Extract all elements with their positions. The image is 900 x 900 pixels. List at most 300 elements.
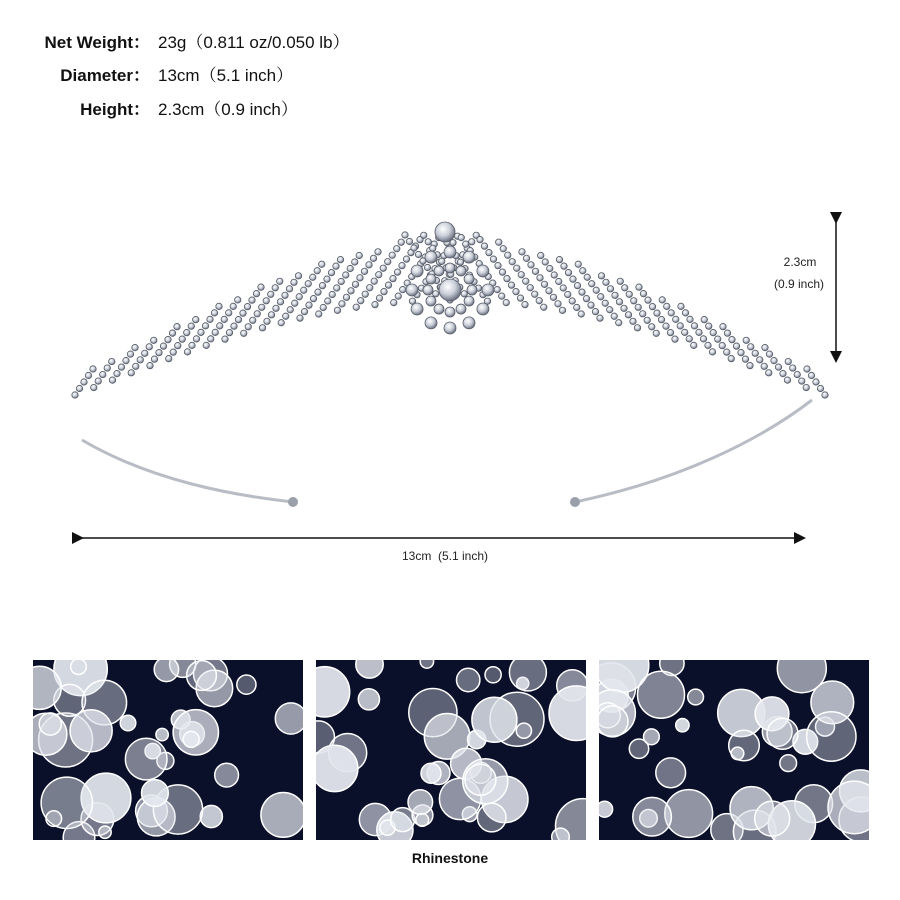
rhinestone bbox=[203, 342, 209, 348]
height-cm-label: 2.3cm bbox=[783, 255, 817, 269]
rhinestone bbox=[240, 310, 246, 316]
rhinestone bbox=[100, 371, 106, 377]
rhinestone bbox=[743, 337, 749, 343]
rhinestone bbox=[720, 323, 726, 329]
detail-photo-right bbox=[599, 660, 869, 840]
rhinestone bbox=[682, 329, 688, 335]
rhinestone bbox=[464, 274, 474, 284]
rhinestone bbox=[592, 308, 598, 314]
rhinestone bbox=[469, 239, 475, 245]
rhinestone bbox=[154, 660, 178, 682]
rhinestone bbox=[328, 269, 334, 275]
rhinestone bbox=[120, 715, 136, 731]
rhinestone bbox=[477, 303, 489, 315]
rhinestone bbox=[565, 269, 571, 275]
rhinestone bbox=[588, 302, 594, 308]
rhinestone bbox=[485, 667, 501, 683]
rhinestone bbox=[353, 304, 359, 310]
rhinestone bbox=[541, 304, 547, 310]
rhinestone bbox=[589, 281, 595, 287]
rhinestone bbox=[71, 660, 87, 675]
rhinestone bbox=[282, 292, 288, 298]
rhinestone bbox=[367, 285, 373, 291]
rhinestone bbox=[556, 256, 562, 262]
rhinestone bbox=[464, 296, 474, 306]
rhinestone bbox=[523, 278, 529, 284]
rhinestone bbox=[813, 379, 819, 385]
rhinestone bbox=[275, 703, 303, 734]
rhinestone bbox=[425, 239, 431, 245]
rhinestone bbox=[663, 323, 669, 329]
rhinestone bbox=[343, 272, 349, 278]
rhinestone bbox=[175, 342, 181, 348]
rhinestone bbox=[295, 273, 301, 279]
rhinestone bbox=[208, 336, 214, 342]
rhinestone bbox=[640, 290, 646, 296]
rhinestone bbox=[799, 378, 805, 384]
rhinestone bbox=[444, 322, 456, 334]
rhinestone bbox=[556, 278, 562, 284]
rhinestone-closeup bbox=[599, 660, 869, 840]
rhinestone bbox=[376, 272, 382, 278]
rhinestone bbox=[803, 384, 809, 390]
rhinestone bbox=[277, 278, 283, 284]
rhinestone bbox=[603, 279, 609, 285]
rhinestone bbox=[254, 311, 260, 317]
rhinestone bbox=[142, 350, 148, 356]
rhinestone bbox=[287, 307, 293, 313]
rhinestone bbox=[198, 329, 204, 335]
rhinestone bbox=[617, 278, 623, 284]
rhinestone bbox=[542, 259, 548, 265]
rhinestone bbox=[244, 303, 250, 309]
rhinestone bbox=[503, 299, 509, 305]
rhinestone bbox=[626, 291, 632, 297]
rhinestone bbox=[146, 344, 152, 350]
rhinestone bbox=[337, 256, 343, 262]
rhinestone bbox=[435, 222, 455, 242]
rhinestone bbox=[499, 293, 505, 299]
width-label: 13cm (5.1 inch) bbox=[401, 549, 489, 563]
rhinestone bbox=[780, 755, 797, 772]
rhinestone bbox=[611, 313, 617, 319]
rhinestone bbox=[509, 259, 515, 265]
rhinestone bbox=[207, 316, 213, 322]
rhinestone bbox=[653, 330, 659, 336]
band-wire-left bbox=[82, 440, 293, 502]
rhinestone bbox=[434, 266, 444, 276]
rhinestone bbox=[245, 324, 251, 330]
rhinestone bbox=[494, 286, 500, 292]
rhinestone bbox=[222, 336, 228, 342]
rhinestone bbox=[380, 265, 386, 271]
rhinestone bbox=[142, 780, 169, 807]
rhinestone bbox=[217, 323, 223, 329]
rhinestone bbox=[348, 288, 354, 294]
rhinestone bbox=[200, 805, 222, 827]
rhinestone bbox=[677, 323, 683, 329]
rhinestone bbox=[645, 297, 651, 303]
rhinestone bbox=[334, 285, 340, 291]
rhinestone bbox=[635, 304, 641, 310]
rhinestone bbox=[147, 362, 153, 368]
rhinestone bbox=[425, 251, 437, 263]
rhinestone bbox=[747, 362, 753, 368]
rhinestone bbox=[187, 661, 217, 691]
rhinestone bbox=[358, 298, 364, 304]
rhinestone bbox=[261, 793, 303, 838]
rhinestone bbox=[688, 689, 704, 705]
rhinestone bbox=[514, 265, 520, 271]
rhinestone bbox=[687, 316, 693, 322]
rhinestone bbox=[659, 297, 665, 303]
rhinestone bbox=[649, 303, 655, 309]
rhinestone bbox=[211, 310, 217, 316]
rhinestone bbox=[486, 249, 492, 255]
rhinestone bbox=[522, 301, 528, 307]
rhinestone bbox=[109, 358, 115, 364]
rhinestone bbox=[767, 718, 798, 749]
rhinestone bbox=[151, 356, 157, 362]
band-tip-right bbox=[570, 497, 580, 507]
rhinestone bbox=[434, 304, 444, 314]
rhinestone bbox=[794, 371, 800, 377]
rhinestone bbox=[598, 294, 604, 300]
rhinestone bbox=[272, 285, 278, 291]
rhinestone bbox=[807, 712, 856, 761]
rhinestone bbox=[424, 264, 430, 270]
rhinestone bbox=[519, 249, 525, 255]
rhinestone bbox=[559, 307, 565, 313]
rhinestone bbox=[656, 758, 686, 788]
rhinestone bbox=[599, 801, 613, 817]
rhinestone-closeup bbox=[316, 660, 586, 840]
rhinestone bbox=[481, 243, 487, 249]
rhinestone bbox=[733, 343, 739, 349]
rhinestone bbox=[297, 315, 303, 321]
rhinestone bbox=[316, 745, 358, 791]
rhinestone bbox=[421, 232, 427, 238]
rhinestone bbox=[250, 317, 256, 323]
rhinestone bbox=[676, 719, 689, 732]
rhinestone bbox=[762, 344, 768, 350]
rhinestone bbox=[339, 301, 345, 307]
rhinestone bbox=[634, 325, 640, 331]
rhinestone bbox=[283, 313, 289, 319]
rhinestone bbox=[188, 323, 194, 329]
rhinestone bbox=[301, 287, 307, 293]
rhinestone bbox=[430, 245, 436, 251]
rhinestone bbox=[477, 803, 506, 832]
rhinestone bbox=[538, 252, 544, 258]
rhinestone bbox=[402, 232, 408, 238]
rhinestone bbox=[607, 286, 613, 292]
rhinestone bbox=[724, 330, 730, 336]
rhinestone bbox=[654, 310, 660, 316]
rhinestone bbox=[202, 323, 208, 329]
rhinestone bbox=[691, 323, 697, 329]
rhinestone bbox=[757, 357, 763, 363]
rhinestone bbox=[537, 275, 543, 281]
rhinestone bbox=[193, 316, 199, 322]
rhinestone bbox=[504, 275, 510, 281]
rhinestone bbox=[482, 284, 494, 296]
rhinestone bbox=[785, 358, 791, 364]
rhinestone bbox=[719, 342, 725, 348]
rhinestone bbox=[456, 304, 466, 314]
rhinestone bbox=[766, 351, 772, 357]
rhinestone bbox=[516, 723, 531, 738]
rhinestone bbox=[241, 330, 247, 336]
rhinestone bbox=[394, 269, 400, 275]
rhinestone bbox=[633, 797, 672, 836]
rhinestone bbox=[691, 342, 697, 348]
rhinestone bbox=[193, 336, 199, 342]
rhinestone bbox=[408, 790, 433, 815]
rhinestone bbox=[445, 263, 455, 273]
rhinestone bbox=[156, 728, 168, 740]
rhinestone bbox=[292, 300, 298, 306]
rhinestone bbox=[249, 297, 255, 303]
rhinestone bbox=[490, 256, 496, 262]
rhinestone bbox=[771, 357, 777, 363]
rhinestone bbox=[319, 261, 325, 267]
detail-caption: Rhinestone bbox=[411, 850, 489, 866]
rhinestone bbox=[263, 298, 269, 304]
rhinestone bbox=[495, 262, 501, 268]
rhinestone bbox=[394, 246, 400, 252]
rhinestone bbox=[128, 370, 134, 376]
rhinestone bbox=[268, 291, 274, 297]
rhinestone bbox=[551, 272, 557, 278]
rhinestone bbox=[461, 291, 467, 297]
rhinestone bbox=[395, 293, 401, 299]
rhinestone bbox=[406, 284, 418, 296]
rhinestone bbox=[319, 282, 325, 288]
rhinestone bbox=[527, 285, 533, 291]
rhinestone bbox=[320, 304, 326, 310]
rhinestone bbox=[706, 323, 712, 329]
rhinestone bbox=[602, 300, 608, 306]
rhinestone bbox=[665, 790, 713, 838]
rhinestone bbox=[715, 336, 721, 342]
rhinestone bbox=[165, 336, 171, 342]
rhinestone bbox=[621, 305, 627, 311]
rhinestone bbox=[546, 288, 552, 294]
rhinestone bbox=[316, 667, 350, 717]
rhinestone bbox=[541, 281, 547, 287]
rhinestone bbox=[724, 349, 730, 355]
rhinestone bbox=[316, 311, 322, 317]
rhinestone bbox=[361, 268, 367, 274]
rhinestone bbox=[264, 318, 270, 324]
rhinestone bbox=[166, 355, 172, 361]
rhinestone bbox=[310, 274, 316, 280]
rhinestone bbox=[523, 255, 529, 261]
rhinestone bbox=[658, 316, 664, 322]
rhinestone bbox=[560, 285, 566, 291]
rhinestone bbox=[499, 269, 505, 275]
rhinestone bbox=[822, 392, 828, 398]
rhinestone bbox=[622, 285, 628, 291]
rhinestone bbox=[127, 351, 133, 357]
rhinestone bbox=[667, 329, 673, 335]
rhinestone bbox=[362, 291, 368, 297]
rhinestone bbox=[400, 286, 406, 292]
rhinestone bbox=[315, 289, 321, 295]
rhinestone bbox=[728, 355, 734, 361]
rhinestone bbox=[39, 713, 61, 735]
rhinestone bbox=[465, 764, 496, 795]
rhinestone bbox=[696, 329, 702, 335]
rhinestone bbox=[575, 261, 581, 267]
rhinestone bbox=[215, 763, 239, 787]
rhinestone bbox=[216, 303, 222, 309]
rhinestone bbox=[399, 262, 405, 268]
detail-photo-center bbox=[316, 660, 586, 840]
rhinestone bbox=[221, 316, 227, 322]
rhinestone bbox=[118, 364, 124, 370]
rhinestone bbox=[752, 350, 758, 356]
rhinestone bbox=[500, 246, 506, 252]
rhinestone bbox=[160, 343, 166, 349]
spec-value: 2.3cm（0.9 inch） bbox=[158, 100, 298, 119]
rhinestone bbox=[555, 301, 561, 307]
rhinestone bbox=[457, 259, 463, 265]
rhinestone bbox=[761, 363, 767, 369]
rhinestone bbox=[151, 337, 157, 343]
rhinestone bbox=[411, 303, 423, 315]
spec-label: Net Weight： bbox=[44, 33, 150, 52]
rhinestone bbox=[532, 291, 538, 297]
rhinestone bbox=[46, 811, 62, 827]
rhinestone bbox=[425, 317, 437, 329]
rhinestone bbox=[99, 826, 111, 838]
rhinestone bbox=[356, 660, 383, 678]
rhinestone bbox=[366, 262, 372, 268]
rhinestone bbox=[668, 310, 674, 316]
rhinestone bbox=[231, 323, 237, 329]
rhinestone bbox=[125, 738, 167, 780]
rhinestone bbox=[411, 265, 423, 277]
rhinestone bbox=[109, 377, 115, 383]
rhinestone bbox=[532, 268, 538, 274]
rhinestone bbox=[638, 671, 685, 718]
rhinestone bbox=[314, 268, 320, 274]
rhinestone bbox=[398, 239, 404, 245]
rhinestone bbox=[700, 336, 706, 342]
rhinestone bbox=[385, 259, 391, 265]
rhinestone bbox=[416, 814, 429, 827]
rhinestone bbox=[472, 697, 517, 742]
rhinestone bbox=[376, 295, 382, 301]
rhinestone bbox=[477, 265, 489, 277]
rhinestone bbox=[132, 344, 138, 350]
rhinestone bbox=[72, 392, 78, 398]
rhinestone bbox=[616, 299, 622, 305]
rhinestone bbox=[381, 288, 387, 294]
rhinestone bbox=[625, 312, 631, 318]
rhinestone bbox=[286, 286, 292, 292]
rhinestone bbox=[616, 320, 622, 326]
rhinestone bbox=[583, 295, 589, 301]
rhinestone bbox=[738, 349, 744, 355]
rhinestone bbox=[682, 310, 688, 316]
spec-value: 23g（0.811 oz/0.050 lb） bbox=[158, 33, 350, 52]
rhinestone bbox=[235, 316, 241, 322]
rhinestone bbox=[612, 292, 618, 298]
rhinestone bbox=[183, 731, 199, 747]
rhinestone bbox=[570, 276, 576, 282]
rhinestone bbox=[463, 241, 469, 247]
rhinestone bbox=[324, 276, 330, 282]
spec-label: Height： bbox=[80, 100, 150, 119]
rhinestone bbox=[421, 763, 441, 783]
rhinestone bbox=[784, 377, 790, 383]
rhinestone bbox=[644, 317, 650, 323]
rhinestone bbox=[133, 363, 139, 369]
rhinestone bbox=[593, 287, 599, 293]
rhinestone bbox=[598, 273, 604, 279]
rhinestone bbox=[104, 365, 110, 371]
rhinestone bbox=[85, 372, 91, 378]
rhinestone bbox=[456, 266, 466, 276]
rhinestone bbox=[463, 251, 475, 263]
rhinestone bbox=[212, 329, 218, 335]
rhinestone bbox=[357, 275, 363, 281]
rhinestone bbox=[439, 279, 461, 301]
rhinestone bbox=[184, 329, 190, 335]
rhinestone bbox=[467, 285, 477, 295]
rhinestone bbox=[325, 298, 331, 304]
rhinestone bbox=[403, 256, 409, 262]
rhinestone bbox=[477, 236, 483, 242]
rhinestone bbox=[391, 299, 397, 305]
rhinestone bbox=[817, 385, 823, 391]
rhinestone bbox=[766, 370, 772, 376]
rhinestone bbox=[584, 274, 590, 280]
rhinestone bbox=[306, 302, 312, 308]
rhinestone bbox=[296, 294, 302, 300]
rhinestone bbox=[574, 282, 580, 288]
rhinestone bbox=[549, 686, 586, 741]
rhinestone bbox=[664, 303, 670, 309]
rhinestone bbox=[352, 259, 358, 265]
band-tip-left bbox=[288, 497, 298, 507]
rhinestone bbox=[755, 801, 790, 836]
rhinestone bbox=[352, 281, 358, 287]
rhinestone bbox=[552, 828, 570, 840]
rhinestone bbox=[258, 284, 264, 290]
rhinestone bbox=[420, 660, 433, 668]
rhinestone bbox=[268, 312, 274, 318]
rhinestone bbox=[277, 299, 283, 305]
rhinestone bbox=[329, 291, 335, 297]
rhinestone bbox=[406, 238, 412, 244]
rhinestone bbox=[123, 357, 129, 363]
rhinestone bbox=[636, 284, 642, 290]
rhinestone bbox=[189, 342, 195, 348]
rhinestone bbox=[291, 279, 297, 285]
rhinestone bbox=[578, 311, 584, 317]
rhinestone bbox=[731, 747, 744, 760]
rhinestone bbox=[790, 365, 796, 371]
band-wire-right bbox=[575, 400, 812, 502]
rhinestone bbox=[607, 307, 613, 313]
rhinestone bbox=[705, 342, 711, 348]
rhinestone bbox=[389, 252, 395, 258]
rhinestone bbox=[458, 234, 464, 240]
